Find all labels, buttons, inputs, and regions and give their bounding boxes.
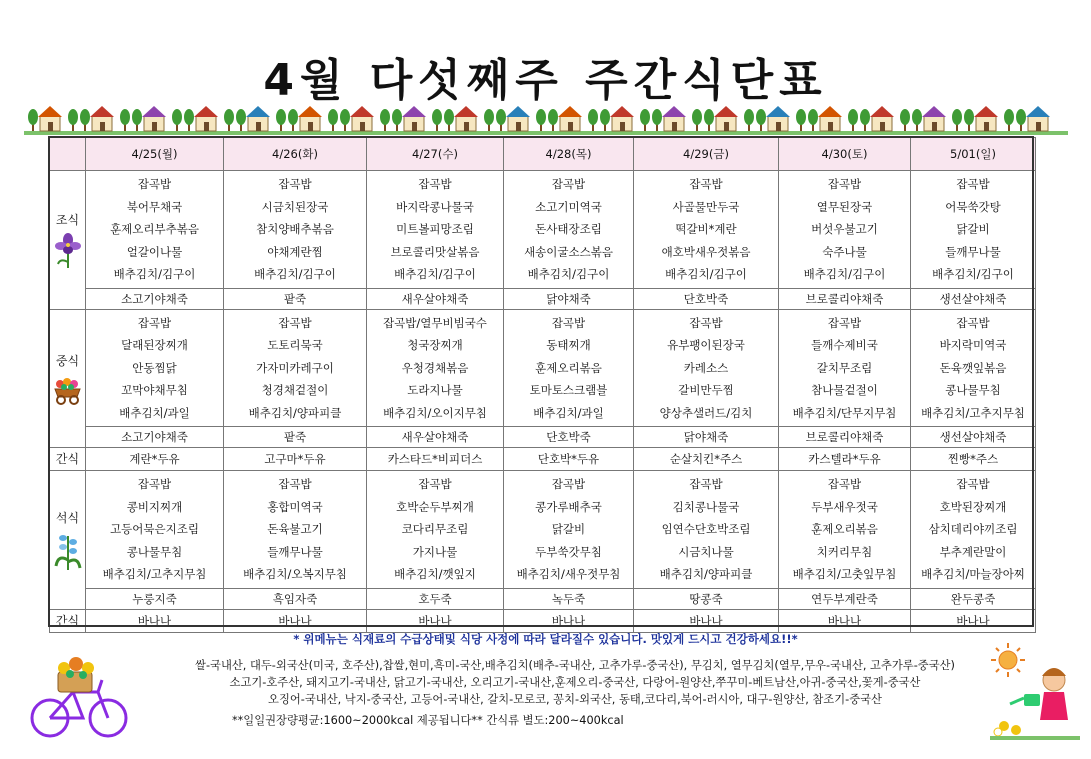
snack-row-evening bbox=[50, 609, 1036, 632]
porridge-item: 단호박죽 bbox=[634, 288, 779, 309]
tree-icon bbox=[704, 109, 714, 131]
menu-item: 배추김치/고춧잎무침 bbox=[792, 567, 897, 581]
tree-icon bbox=[900, 109, 910, 131]
origin-line: 오징어-국내산, 낙지-중국산, 고등어-국내산, 갈치-모로코, 꽁치-외국산, 동태,코다리,북어-러시아, 대구-원양산, 참조기-중국산 bbox=[268, 693, 882, 706]
porridge-item: 브로콜리야채죽 bbox=[779, 427, 911, 448]
dinner-porridge-row bbox=[50, 588, 1036, 609]
menu-item: 배추김치/김구이 bbox=[254, 267, 336, 281]
dinner-row bbox=[50, 471, 1036, 589]
menu-table bbox=[49, 137, 1036, 633]
snack-item: 바나나 bbox=[86, 609, 224, 632]
menu-item: 잡곡밥 bbox=[956, 477, 990, 491]
menu-item: 참나물겉절이 bbox=[811, 383, 878, 397]
menu-item: 동태찌개 bbox=[546, 338, 591, 352]
menu-item: 배추김치/새우젓무침 bbox=[516, 567, 621, 581]
tree-icon bbox=[796, 109, 806, 131]
day-header-row bbox=[50, 138, 1036, 171]
house-icon bbox=[90, 106, 114, 131]
menu-item: 도토리묵국 bbox=[267, 338, 323, 352]
menu-item: 배추김치/김구이 bbox=[932, 267, 1014, 281]
menu-item: 콩비지찌개 bbox=[126, 499, 183, 514]
menu-item: 홍합미역국 bbox=[267, 499, 323, 514]
tree-icon bbox=[1004, 109, 1014, 131]
menu-item: 삼치데리야끼조림 bbox=[928, 522, 1018, 536]
breakfast-row bbox=[50, 171, 1036, 289]
menu-item: 돈육깻잎볶음 bbox=[939, 360, 1007, 375]
menu-item: 소고기미역국 bbox=[535, 199, 602, 214]
house-icon bbox=[558, 106, 582, 131]
menu-item: 가자미카레구이 bbox=[256, 360, 334, 375]
tree-icon bbox=[848, 109, 858, 131]
menu-item: 갈치무조림 bbox=[816, 360, 873, 375]
tree-icon bbox=[952, 109, 962, 131]
menu-item: 잡곡밥 bbox=[278, 477, 312, 491]
tree-icon bbox=[588, 109, 598, 131]
day-header: 4/27(수) bbox=[367, 138, 504, 171]
tree-icon bbox=[132, 109, 142, 131]
menu-item: 시금치나물 bbox=[678, 544, 734, 559]
page-title: 4월 다섯째주 주간식단표 bbox=[263, 55, 828, 106]
menu-item: 콩나물무침 bbox=[945, 383, 1001, 397]
village-border bbox=[24, 100, 1068, 136]
house-icon bbox=[870, 106, 894, 131]
snack-item: 바나나 bbox=[911, 609, 1036, 632]
day-header: 4/28(목) bbox=[504, 138, 634, 171]
menu-item: 우청경채볶음 bbox=[401, 360, 469, 375]
menu-item: 잡곡밥 bbox=[278, 315, 312, 330]
menu-item: 바지락미역국 bbox=[939, 338, 1007, 352]
menu-item: 애호박새우젓볶음 bbox=[661, 244, 751, 259]
menu-item: 훈제오리부추볶음 bbox=[110, 222, 199, 236]
menu-item: 훈제오리볶음 bbox=[535, 360, 602, 375]
menu-item: 잡곡밥 bbox=[689, 315, 723, 330]
tree-icon bbox=[432, 109, 442, 131]
tree-icon bbox=[68, 109, 78, 131]
breakfast-porridge-row bbox=[50, 288, 1036, 309]
porridge-item: 호두죽 bbox=[367, 588, 504, 609]
porridge-item: 소고기야채죽 bbox=[86, 288, 224, 309]
menu-item: 잡곡밥 bbox=[689, 177, 723, 191]
menu-item: 배추김치/김구이 bbox=[527, 267, 610, 281]
menu-item: 배추김치/김구이 bbox=[665, 267, 747, 281]
tree-icon bbox=[964, 109, 974, 131]
menu-item: 유부팽이된장국 bbox=[667, 338, 745, 352]
origin-info bbox=[150, 657, 1000, 708]
house-icon bbox=[818, 106, 842, 131]
snack-item: 바나나 bbox=[504, 609, 634, 632]
menu-item: 호박순두부찌개 bbox=[396, 499, 474, 514]
menu-item: 야채계란찜 bbox=[267, 244, 323, 259]
menu-item: 들깨수제비국 bbox=[811, 338, 878, 352]
menu-item: 고등어묵은지조림 bbox=[110, 522, 199, 536]
menu-item: 콩나물무침 bbox=[126, 544, 183, 559]
meal-label-breakfast: 조식 bbox=[50, 171, 86, 310]
origin-line: 쌀-국내산, 대두-외국산(미국, 호주산),찹쌀,현미,흑미-국산,배추김치(배추-국내산, 고추가루-중국산), 무김치, 열무김치(열무,무우-국내산, 고추가루-중국산) bbox=[195, 659, 955, 672]
menu-item: 시금치된장국 bbox=[261, 199, 329, 214]
menu-item: 코다리무조림 bbox=[401, 522, 469, 536]
menu-item: 안동찜닭 bbox=[132, 360, 177, 375]
porridge-item: 새우살야채죽 bbox=[367, 288, 504, 309]
house-icon bbox=[766, 106, 790, 131]
menu-item: 돈육불고기 bbox=[267, 522, 323, 536]
menu-item: 배추김치/깻잎지 bbox=[394, 567, 476, 581]
tree-icon bbox=[340, 109, 350, 131]
house-icon bbox=[142, 106, 166, 131]
menu-item: 버섯우불고기 bbox=[811, 222, 878, 236]
tree-icon bbox=[328, 109, 338, 131]
house-icon bbox=[350, 106, 374, 131]
menu-item: 배추김치/고추지무침 bbox=[102, 567, 207, 581]
tree-icon bbox=[808, 109, 818, 131]
menu-item: 잡곡밥 bbox=[137, 177, 172, 191]
tree-icon bbox=[860, 109, 870, 131]
menu-item: 배추김치/김구이 bbox=[394, 267, 476, 281]
menu-item: 돈사태장조림 bbox=[535, 222, 602, 236]
porridge-item: 녹두죽 bbox=[504, 588, 634, 609]
porridge-item: 팥죽 bbox=[224, 427, 367, 448]
tree-icon bbox=[120, 109, 130, 131]
menu-item: 임연수단호박조림 bbox=[661, 522, 751, 536]
menu-item: 닭갈비 bbox=[956, 222, 990, 236]
day-header: 5/01(일) bbox=[911, 138, 1036, 171]
snack-item: 바나나 bbox=[224, 609, 367, 632]
menu-item: 콩가루배추국 bbox=[535, 499, 602, 514]
menu-item: 새송이굴소스볶음 bbox=[524, 244, 613, 259]
porridge-item: 브로콜리야채죽 bbox=[779, 288, 911, 309]
tree-icon bbox=[224, 109, 234, 131]
menu-item: 숙주나물 bbox=[822, 244, 867, 259]
day-header: 4/26(화) bbox=[224, 138, 367, 171]
house-icon bbox=[714, 106, 738, 131]
menu-item: 배추김치/과일 bbox=[119, 405, 190, 420]
menu-item: 가지나물 bbox=[412, 544, 458, 559]
menu-item: 열무된장국 bbox=[816, 199, 873, 214]
girl-watering-icon bbox=[990, 660, 1080, 740]
menu-item: 잡곡밥 bbox=[956, 177, 990, 191]
menu-item: 잡곡밥 bbox=[418, 477, 452, 491]
tree-icon bbox=[484, 109, 494, 131]
corner-cell bbox=[50, 138, 86, 171]
porridge-item: 완두콩죽 bbox=[911, 588, 1036, 609]
porridge-item: 연두부계란죽 bbox=[779, 588, 911, 609]
tree-icon bbox=[692, 109, 702, 131]
tree-icon bbox=[756, 109, 766, 131]
porridge-item: 소고기야채죽 bbox=[86, 427, 224, 448]
porridge-item: 땅콩죽 bbox=[634, 588, 779, 609]
menu-item: 얼갈이나물 bbox=[126, 244, 183, 259]
snack-item: 바나나 bbox=[779, 609, 911, 632]
day-header: 4/25(월) bbox=[86, 138, 224, 171]
porridge-item: 닭야채죽 bbox=[634, 427, 779, 448]
porridge-item: 흑임자죽 bbox=[224, 588, 367, 609]
menu-item: 청경채겉절이 bbox=[261, 383, 329, 397]
tree-icon bbox=[288, 109, 298, 131]
lunch-porridge-row bbox=[50, 427, 1036, 448]
menu-item: 호박된장찌개 bbox=[939, 499, 1007, 514]
snack-item: 찐빵*주스 bbox=[911, 448, 1036, 471]
menu-item: 어묵쑥갓탕 bbox=[945, 199, 1001, 214]
porridge-item: 생선살야채죽 bbox=[911, 288, 1036, 309]
tree-icon bbox=[276, 109, 286, 131]
tree-icon bbox=[600, 109, 610, 131]
house-icon bbox=[662, 106, 686, 131]
menu-item: 배추김치/과일 bbox=[533, 405, 604, 420]
menu-item: 잡곡밥 bbox=[827, 315, 862, 330]
violet-flower-icon bbox=[54, 232, 82, 268]
menu-item: 달래된장찌개 bbox=[121, 338, 188, 352]
house-icon bbox=[922, 106, 946, 131]
menu-item: 잡곡밥 bbox=[551, 315, 586, 330]
day-header: 4/29(금) bbox=[634, 138, 779, 171]
menu-item: 북어무채국 bbox=[126, 199, 183, 214]
house-icon bbox=[454, 106, 478, 131]
menu-item: 잡곡밥 bbox=[551, 177, 586, 191]
porridge-item: 단호박죽 bbox=[504, 427, 634, 448]
menu-item: 꼬막야채무침 bbox=[121, 383, 188, 397]
snack-item: 고구마*두유 bbox=[224, 448, 367, 471]
tree-icon bbox=[184, 109, 194, 131]
porridge-item: 닭야채죽 bbox=[504, 288, 634, 309]
tree-icon bbox=[1016, 109, 1026, 131]
snack-item: 카스텔라*두유 bbox=[779, 448, 911, 471]
lunch-row bbox=[50, 309, 1036, 427]
house-icon bbox=[38, 106, 62, 131]
snack-row-afternoon bbox=[50, 448, 1036, 471]
menu-item: 배추김치/단무지무침 bbox=[792, 405, 897, 420]
day-header: 4/30(토) bbox=[779, 138, 911, 171]
tree-icon bbox=[548, 109, 558, 131]
menu-item: 닭갈비 bbox=[551, 522, 586, 536]
snack-item: 바나나 bbox=[367, 609, 504, 632]
tree-icon bbox=[744, 109, 754, 131]
menu-item: 토마토스크램블 bbox=[529, 383, 608, 397]
tree-icon bbox=[912, 109, 922, 131]
menu-item: 참치양배추볶음 bbox=[256, 222, 334, 236]
menu-item: 잡곡밥 bbox=[137, 477, 172, 491]
house-icon bbox=[1026, 106, 1050, 131]
snack-item: 카스타드*비피더스 bbox=[367, 448, 504, 471]
porridge-item: 새우살야채죽 bbox=[367, 427, 504, 448]
origin-line: 소고기-호주산, 돼지고기-국내산, 닭고기-국내산, 오리고기-국내산,훈제오리-중국산, 다랑어-원양산,쭈꾸미-베트남산,아귀-중국산,꽃게-중국산 bbox=[229, 676, 921, 689]
menu-item: 배추김치/양파피클 bbox=[659, 567, 753, 581]
tree-icon bbox=[380, 109, 390, 131]
menu-item: 잡곡밥/열무비빔국수 bbox=[383, 315, 487, 330]
meal-label-dinner: 석식 bbox=[50, 471, 86, 610]
menu-item: 떡갈비*계란 bbox=[675, 222, 737, 236]
tree-icon bbox=[28, 109, 38, 131]
tree-icon bbox=[444, 109, 454, 131]
menu-item: 잡곡밥 bbox=[956, 315, 990, 330]
menu-item: 들깨무나물 bbox=[945, 244, 1001, 259]
house-icon bbox=[194, 106, 218, 131]
menu-item: 김치콩나물국 bbox=[672, 499, 740, 514]
snack-item: 바나나 bbox=[634, 609, 779, 632]
tree-icon bbox=[392, 109, 402, 131]
menu-item: 부추계란말이 bbox=[939, 544, 1007, 559]
menu-item: 훈제오리볶음 bbox=[811, 522, 878, 536]
menu-item: 바지락콩나물국 bbox=[396, 199, 474, 214]
meal-label-snack: 간식 bbox=[50, 609, 86, 632]
menu-item: 갈비만두찜 bbox=[678, 383, 734, 397]
menu-item: 치커리무침 bbox=[816, 544, 873, 559]
menu-item: 잡곡밥 bbox=[418, 177, 452, 191]
menu-item: 들깨무나물 bbox=[267, 544, 323, 559]
tree-icon bbox=[640, 109, 650, 131]
calorie-info: **일일권장량평균:1600~2000kcal 제공됩니다** 간식류 별도:200~400kcal bbox=[232, 714, 624, 727]
tree-icon bbox=[652, 109, 662, 131]
house-icon bbox=[506, 106, 530, 131]
porridge-item: 누룽지죽 bbox=[86, 588, 224, 609]
menu-item: 잡곡밥 bbox=[137, 315, 172, 330]
menu-item: 배추김치/고추지무침 bbox=[921, 405, 1025, 420]
menu-item: 두부새우젓국 bbox=[811, 499, 878, 514]
meal-label-snack: 간식 bbox=[50, 448, 86, 471]
flower-bicycle-icon bbox=[28, 652, 128, 742]
menu-item: 배추김치/양파피클 bbox=[248, 405, 342, 420]
menu-item: 두부쑥갓무침 bbox=[535, 544, 602, 559]
house-icon bbox=[610, 106, 634, 131]
menu-item: 잡곡밥 bbox=[551, 477, 586, 491]
menu-item: 잡곡밥 bbox=[827, 177, 862, 191]
flower-cart-icon bbox=[52, 373, 84, 405]
tree-icon bbox=[496, 109, 506, 131]
menu-item: 브로콜리맛살볶음 bbox=[390, 244, 480, 259]
house-icon bbox=[402, 106, 426, 131]
menu-item: 잡곡밥 bbox=[689, 477, 723, 491]
tree-icon bbox=[172, 109, 182, 131]
bluebell-flower-icon bbox=[54, 530, 82, 570]
menu-item: 배추김치/김구이 bbox=[113, 267, 196, 281]
menu-item: 배추김치/오이지무침 bbox=[383, 405, 487, 420]
menu-item: 잡곡밥 bbox=[278, 177, 312, 191]
menu-item: 카레소스 bbox=[683, 360, 729, 375]
snack-item: 순살치킨*주스 bbox=[634, 448, 779, 471]
tree-icon bbox=[536, 109, 546, 131]
menu-item: 미트볼피망조림 bbox=[396, 222, 474, 236]
notice-text: * 위메뉴는 식재료의 수급상태및 식당 사정에 따라 달라질수 있습니다. 맛있게 드시고 건강하세요!!* bbox=[293, 632, 798, 646]
menu-item: 양상추샐러드/김치 bbox=[659, 405, 753, 420]
menu-item: 배추김치/김구이 bbox=[803, 267, 886, 281]
tree-icon bbox=[80, 109, 90, 131]
house-icon bbox=[246, 106, 270, 131]
porridge-item: 생선살야채죽 bbox=[911, 427, 1036, 448]
menu-item: 도라지나물 bbox=[407, 383, 463, 397]
menu-item: 잡곡밥 bbox=[827, 477, 862, 491]
house-icon bbox=[974, 106, 998, 131]
house-icon bbox=[298, 106, 322, 131]
menu-item: 청국장찌개 bbox=[407, 338, 463, 352]
menu-item: 배추김치/마늘장아찌 bbox=[921, 567, 1025, 581]
menu-item: 배추김치/오복지무침 bbox=[243, 567, 347, 581]
menu-item: 사골물만두국 bbox=[672, 199, 740, 214]
porridge-item: 팥죽 bbox=[224, 288, 367, 309]
tree-icon bbox=[236, 109, 246, 131]
meal-label-lunch: 중식 bbox=[50, 309, 86, 448]
snack-item: 단호박*두유 bbox=[504, 448, 634, 471]
snack-item: 계란*두유 bbox=[86, 448, 224, 471]
